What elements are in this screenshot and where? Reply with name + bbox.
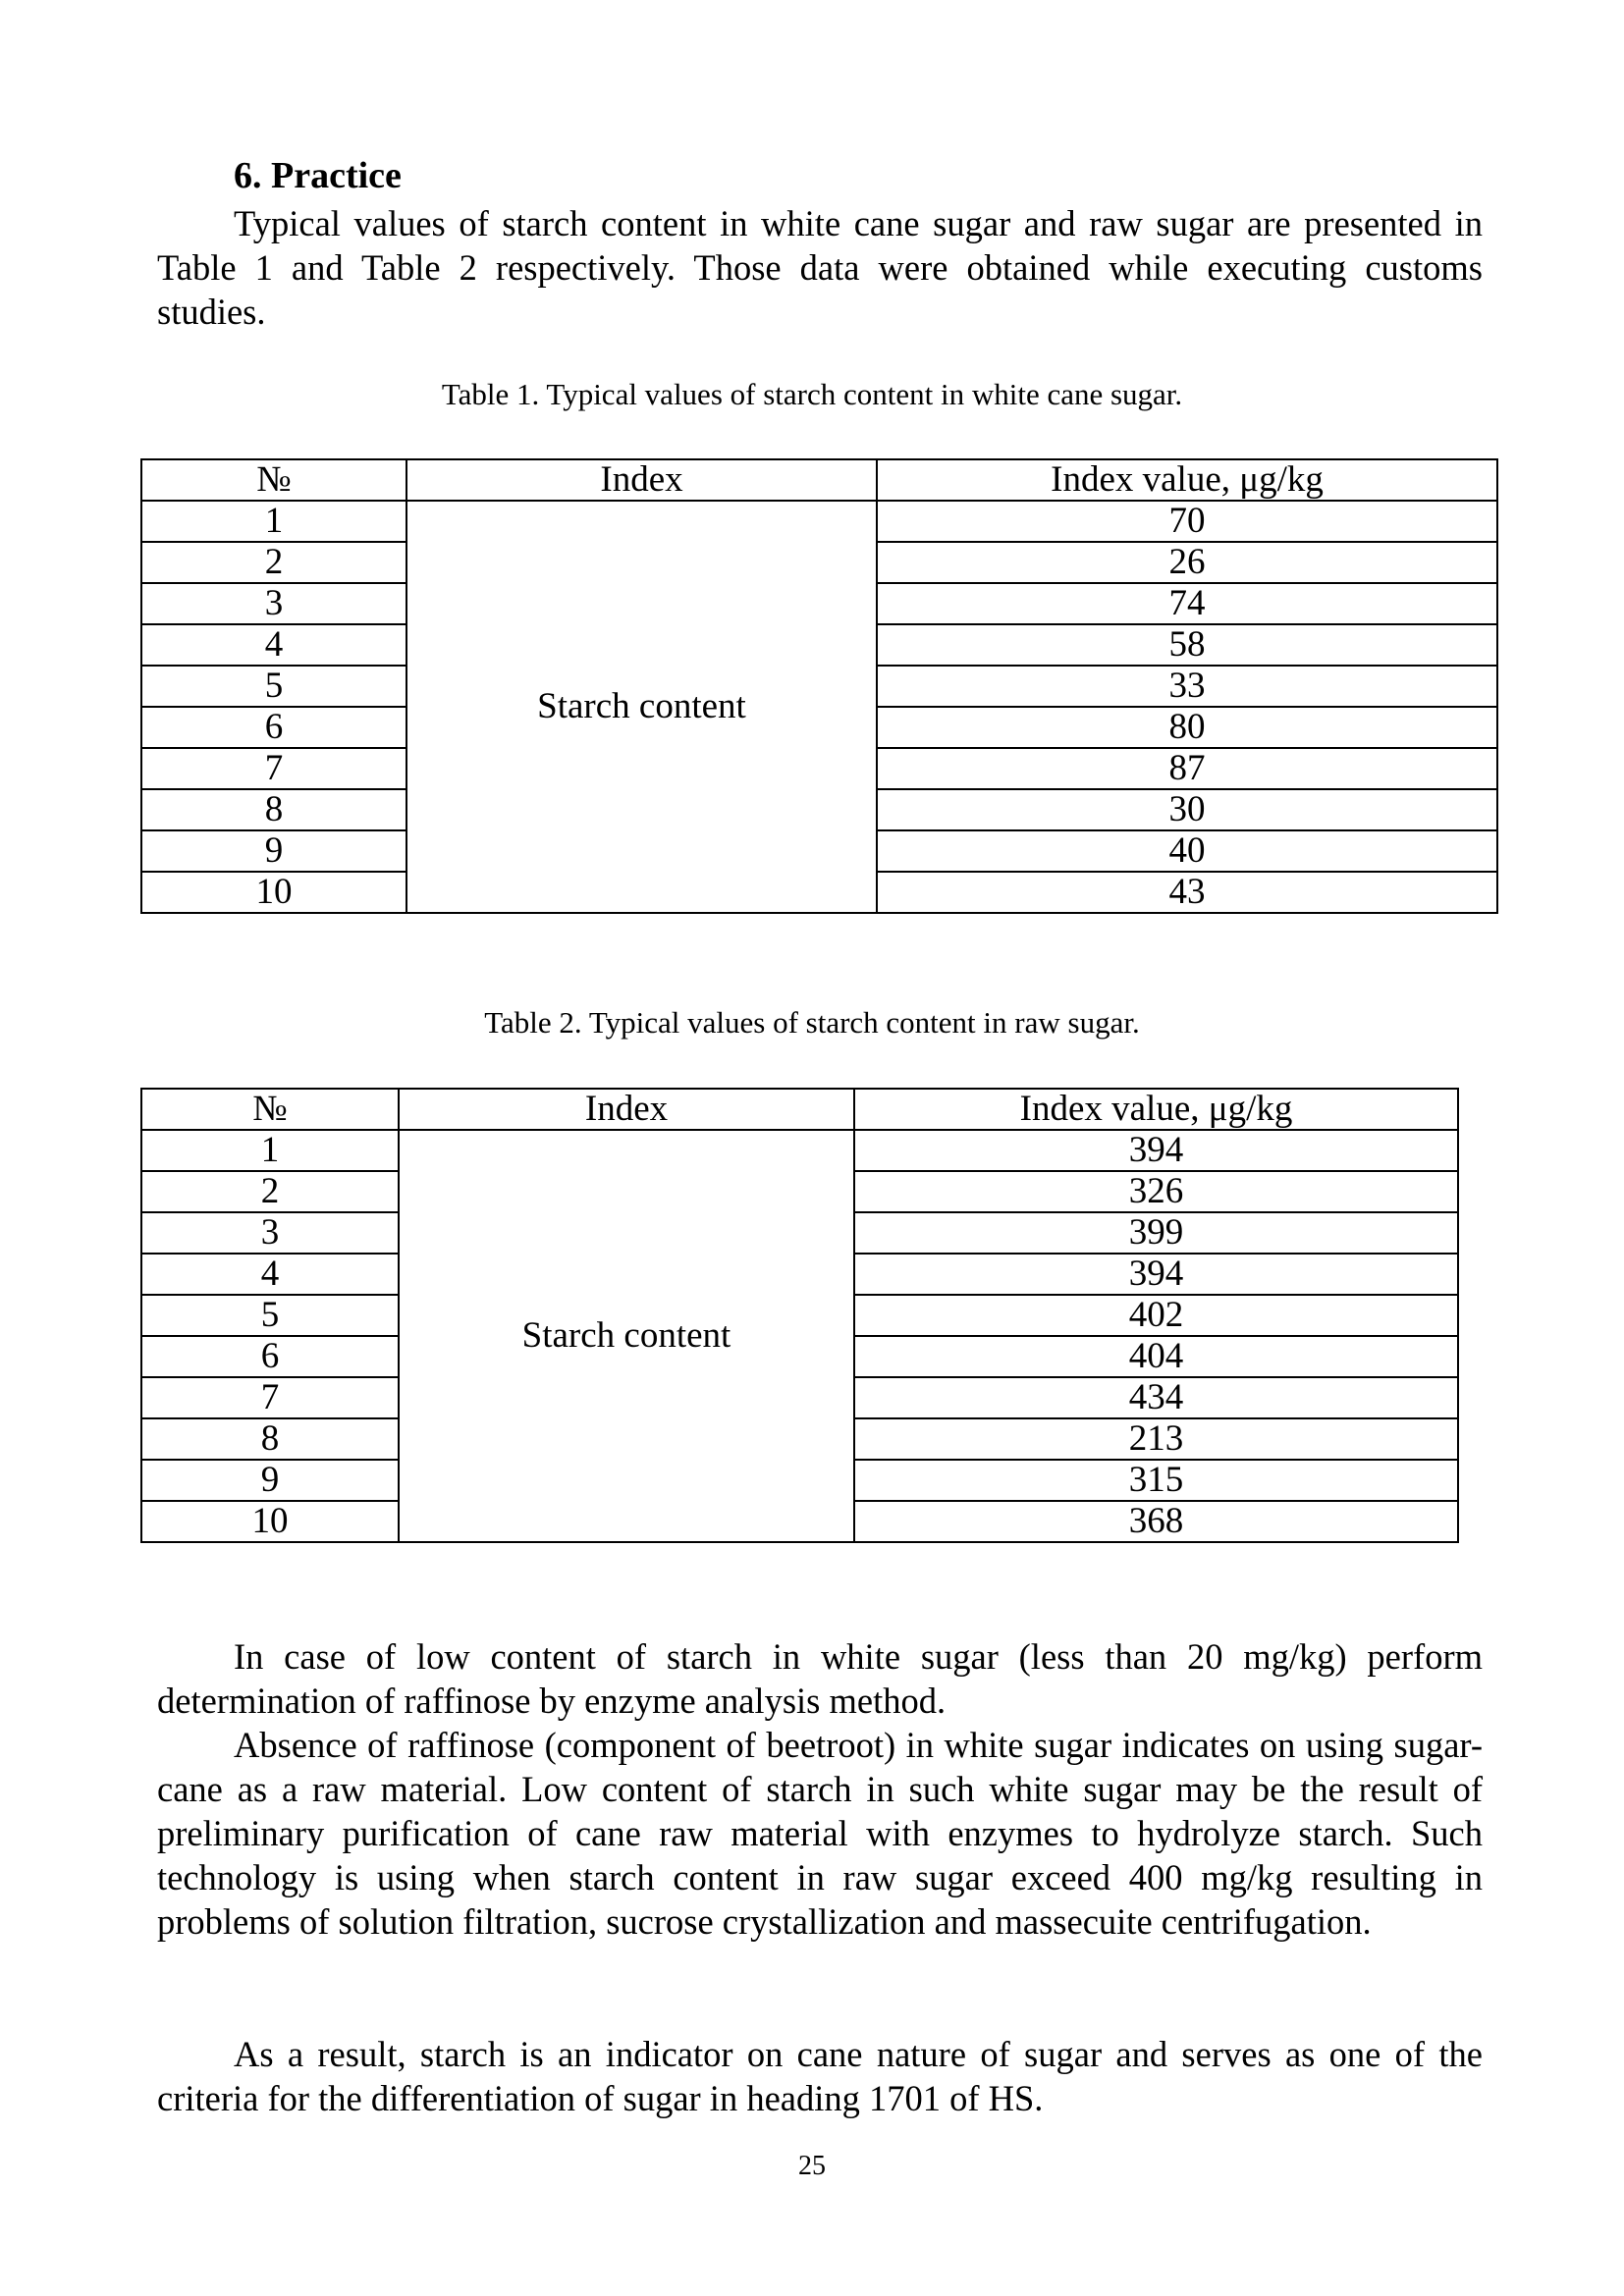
index-label: Starch content xyxy=(399,1130,854,1542)
row-number: 4 xyxy=(141,624,406,666)
row-number: 6 xyxy=(141,707,406,748)
row-number: 9 xyxy=(141,1460,399,1501)
row-number: 3 xyxy=(141,583,406,624)
row-number: 2 xyxy=(141,542,406,583)
row-value: 80 xyxy=(877,707,1497,748)
row-number: 5 xyxy=(141,1295,399,1336)
header-number: № xyxy=(141,459,406,501)
table-row xyxy=(141,1130,1458,1171)
row-value: 394 xyxy=(854,1130,1458,1171)
row-value: 399 xyxy=(854,1212,1458,1254)
header-index-value: Index value, μg/kg xyxy=(854,1089,1458,1130)
row-number: 10 xyxy=(141,1501,399,1542)
header-index: Index xyxy=(399,1089,854,1130)
row-number: 3 xyxy=(141,1212,399,1254)
row-value: 368 xyxy=(854,1501,1458,1542)
row-number: 9 xyxy=(141,830,406,872)
row-value: 315 xyxy=(854,1460,1458,1501)
row-value: 30 xyxy=(877,789,1497,830)
row-value: 434 xyxy=(854,1377,1458,1418)
body-paragraph-3: As a result, starch is an indicator on cane nature of sugar and serves as one of the criteria for the differentiation of sugar in heading 1701 of HS. xyxy=(157,2034,1483,2118)
section-heading: 6. Practice xyxy=(234,155,402,196)
row-number: 1 xyxy=(141,1130,399,1171)
row-value: 58 xyxy=(877,624,1497,666)
intro-paragraph: Typical values of starch content in white cane sugar and raw sugar are presented in Table 1 and Table 2 respectively. Those data were obtained while executing customs studies. xyxy=(157,203,1483,332)
row-number: 5 xyxy=(141,666,406,707)
header-index-value: Index value, μg/kg xyxy=(877,459,1497,501)
body-paragraph-2: Absence of raffinose (component of beetroot) in white sugar indicates on using sugar-cane as a raw material. Low content of starch in such white sugar may be the result of preliminary purification of cane raw material with enzymes to hydrolyze starch. Such technology is using when starch content in raw sugar exceed 400 mg/kg resulting in problems of solution filtration, sucrose crystallization and massecuite centrifugation. xyxy=(157,1725,1483,1942)
row-value: 33 xyxy=(877,666,1497,707)
index-label: Starch content xyxy=(406,501,877,913)
row-value: 213 xyxy=(854,1418,1458,1460)
row-value: 87 xyxy=(877,748,1497,789)
table-header-row xyxy=(141,1089,1458,1130)
header-index: Index xyxy=(406,459,877,501)
row-number: 8 xyxy=(141,789,406,830)
row-value: 404 xyxy=(854,1336,1458,1377)
table-row xyxy=(141,501,1497,542)
row-value: 43 xyxy=(877,872,1497,913)
row-value: 402 xyxy=(854,1295,1458,1336)
table1 xyxy=(140,458,1498,914)
row-value: 74 xyxy=(877,583,1497,624)
table1-caption: Table 1. Typical values of starch content in white cane sugar. xyxy=(441,377,1183,411)
row-number: 1 xyxy=(141,501,406,542)
row-number: 2 xyxy=(141,1171,399,1212)
row-value: 326 xyxy=(854,1171,1458,1212)
row-value: 26 xyxy=(877,542,1497,583)
row-number: 6 xyxy=(141,1336,399,1377)
table2 xyxy=(140,1088,1459,1543)
row-number: 7 xyxy=(141,748,406,789)
header-number: № xyxy=(141,1089,399,1130)
row-value: 40 xyxy=(877,830,1497,872)
body-paragraph-1: In case of low content of starch in white sugar (less than 20 mg/kg) perform determination of raffinose by enzyme analysis method. xyxy=(157,1636,1483,1721)
row-number: 10 xyxy=(141,872,406,913)
table2-caption: Table 2. Typical values of starch content in raw sugar. xyxy=(484,1005,1140,1040)
row-value: 394 xyxy=(854,1254,1458,1295)
table-header-row xyxy=(141,459,1497,501)
row-value: 70 xyxy=(877,501,1497,542)
row-number: 8 xyxy=(141,1418,399,1460)
page-number: 25 xyxy=(798,2151,826,2181)
row-number: 4 xyxy=(141,1254,399,1295)
row-number: 7 xyxy=(141,1377,399,1418)
